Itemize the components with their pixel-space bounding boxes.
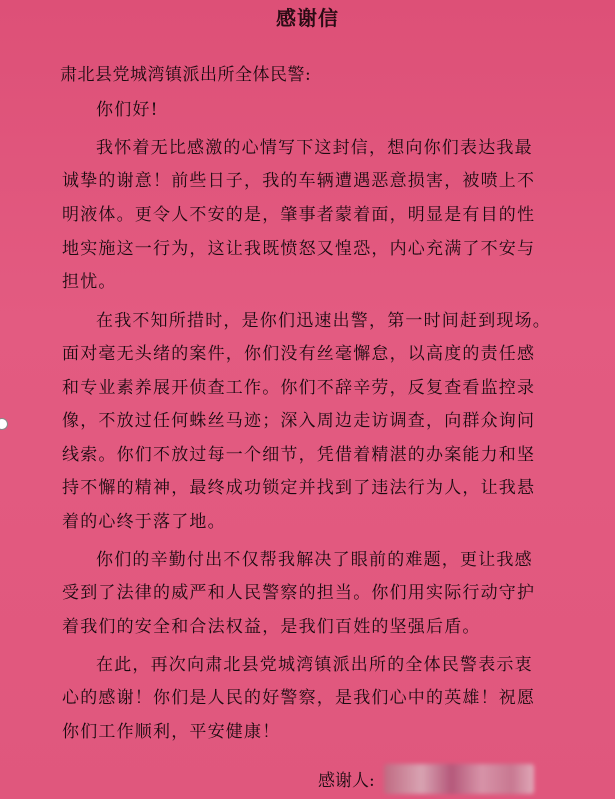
letter-title: 感谢信 [276, 6, 339, 30]
letter-line: 你们工作顺利，平安健康！ [62, 722, 281, 742]
letter-line: 诚挚的谢意！前些日子，我的车辆遭遇恶意损害，被喷上不 [62, 171, 536, 191]
letter-line: 着我们的安全和合法权益，是我们百姓的坚强后盾。 [62, 617, 481, 637]
letter-line: 着的心终于落了地。 [62, 512, 226, 532]
letter-line: 你们的辛勤付出不仅帮我解决了眼前的难题，更让我感 [96, 550, 533, 570]
letter-line: 明液体。更令人不安的是，肇事者蒙着面，明显是有目的性 [62, 205, 536, 225]
letter-line: 线索。你们不放过每一个细节，凭借着精湛的办案能力和坚 [62, 445, 536, 465]
redacted-signature [384, 764, 534, 794]
signature-label: 感谢人: [318, 771, 375, 791]
letter-line: 我怀着无比感激的心情写下这封信，想向你们表达我最 [96, 138, 533, 158]
letter-line: 受到了法律的威严和人民警察的担当。你们用实际行动守护 [62, 583, 536, 603]
letter-greeting: 你们好! [96, 100, 159, 120]
letter-line: 担忧。 [62, 272, 117, 292]
letter-line: 在此，再次向肃北县党城湾镇派出所的全体民警表示衷 [96, 655, 533, 675]
letter-line: 心的感谢！你们是人民的好警察，是我们心中的英雄！祝愿 [62, 688, 536, 708]
letter-line: 持不懈的精神，最终成功锁定并找到了违法行为人，让我悬 [62, 478, 536, 498]
letter-line: 在我不知所措时，是你们迅速出警，第一时间赶到现场。 [96, 311, 551, 331]
letter-salutation: 肃北县党城湾镇派出所全体民警: [60, 65, 312, 85]
letter-line: 地实施这一行为，这让我既愤怒又惶恐，内心充满了不安与 [62, 239, 536, 259]
letter-line: 和专业素养展开侦查工作。你们不辞辛劳，反复查看监控录 [62, 378, 536, 398]
letter-line: 面对毫无头绪的案件，你们没有丝毫懈怠，以高度的责任感 [62, 344, 536, 364]
letter-line: 像，不放过任何蛛丝马迹；深入周边走访调查，向群众询问 [62, 411, 536, 431]
